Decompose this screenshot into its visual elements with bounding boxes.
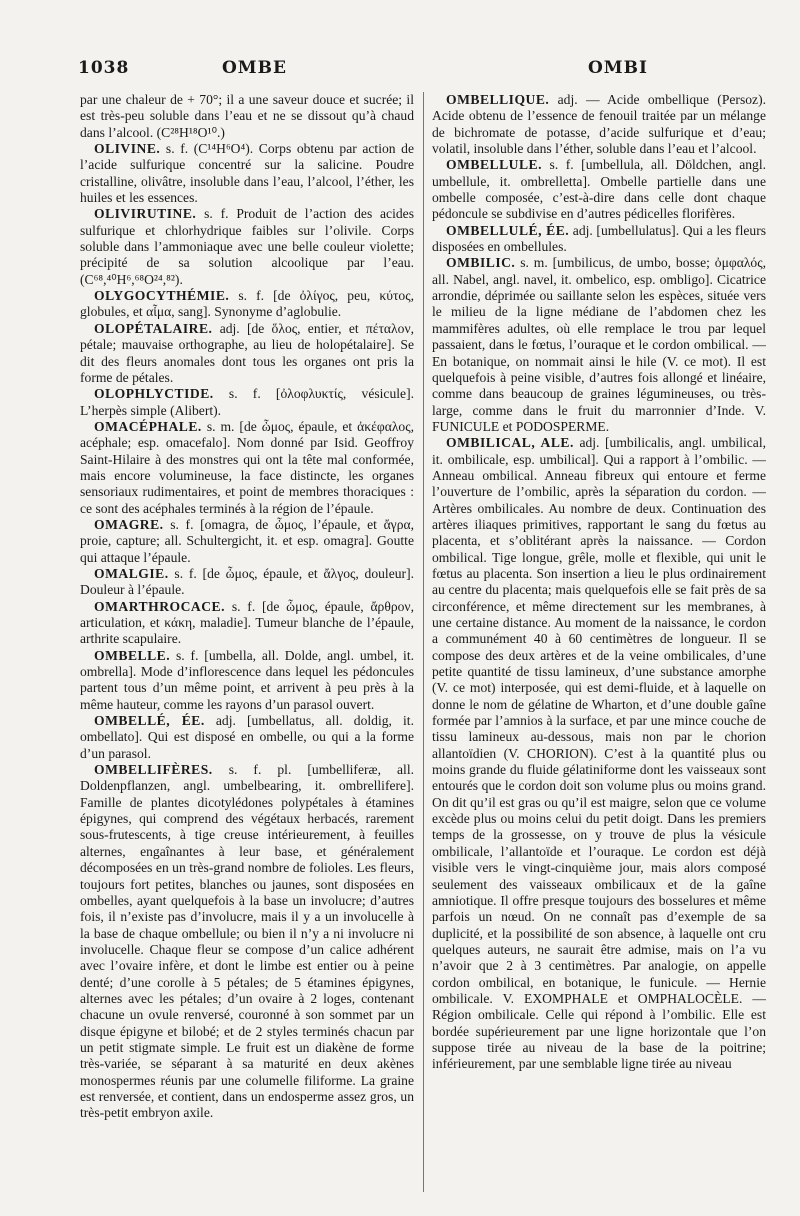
entry-text: s. f. (C¹⁴H⁶O⁴). Corps obtenu par action de l’acide sulfurique concentré sur la salicine. Poudre cristalline, olivâtre, insoluble dans l’eau, l’alcool, l’éther, les huiles et les essences. xyxy=(80,141,414,206)
entry-text: adj. — Acide ombellique (Persoz). Acide obtenu de l’essence de fenouil traitée par un mélange de bichromate de potasse, d’acide sulfurique et d’eau; volatil, insoluble dans l’éther, soluble dans l’eau et l’alcool. xyxy=(432,92,766,157)
entry-text: s. f. [omagra, de ὦμος, l’épaule, et ἄγρα, proie, capture; all. Schultergicht, it. et esp. omagra]. Goutte qui attaque l’épaule. xyxy=(80,516,414,565)
dictionary-entry xyxy=(80,288,414,321)
entry-text: s. m. [umbilicus, de umbo, bosse; ὀμφαλός, all. Nabel, angl. navel, it. ombelico, esp. ombligo]. Cicatrice arrondie, déprimée ou saillante selon les espèces, située vers le milieu de la ligne médiane de l’abdomen chez les mammifères adultes, où elle remplace le trou par lequel passaient, dans le fœtus, l’ouraque et le cordon ombilical. — En botanique, on nommait ainsi le hile (V. ce mot). Il est quelquefois à peine visible, d’autres fois allongé et linéaire, comme dans beaucoup de graines légumineuses, ou très-large, comme dans le fruit du marronnier d’Inde. V. FUNICULE et PODOSPERME. xyxy=(432,255,766,434)
dictionary-entry xyxy=(432,255,766,435)
left-running-head: OMBE xyxy=(222,58,287,78)
entry-headword: OMARTHROCACE. xyxy=(94,598,226,614)
entry-headword: OMAGRE. xyxy=(94,516,164,532)
entry-text: adj. [umbellulatus]. Qui a les fleurs disposées en ombellules. xyxy=(432,222,766,255)
dictionary-entry xyxy=(432,157,766,222)
dictionary-entry xyxy=(80,321,414,386)
entry-text: par une chaleur de + 70°; il a une saveur douce et sucrée; il est très-peu soluble dans l’eau et ne se dissout qu’à chaud dans l’alcool. (C²⁸H¹⁸O¹⁰.) xyxy=(80,92,414,140)
entry-headword: OLYGOCYTHÉMIE. xyxy=(94,288,230,304)
dictionary-entry xyxy=(80,648,414,713)
right-running-head: OMBI xyxy=(588,58,648,78)
entry-headword: OMBELLULÉ, ÉE. xyxy=(446,222,570,238)
entry-headword: OMACÉPHALE. xyxy=(94,418,202,434)
entry-text: adj. [umbilicalis, angl. umbilical, it. ombilicale, esp. umbilical]. Qui a rapport à l’ombilic. — Anneau ombilical. Anneau fibreux qui entoure et ferme l’ouverture de l’ombilic, après la séparation du cordon. — Artères ombilicales. Au nombre de deux. Continuation des artères iliaques primitives, rapportant le sang du fœtus au placenta, et s’oblitérant après la naissance. — Cordon ombilical. Tige longue, grêle, molle et flexible, qui unit le fœtus au placenta. Son insertion a lieu le plus ordinairement au centre du placenta; mais quelquefois elle se fait près de sa circonférence, et même directement sur les membranes, à une certaine distance. Au moment de la naissance, le cordon a communément 40 à 60 centimètres de longueur. Il se compose des deux artères et de la veine ombilicales, d’une petite quantité de tissu lamineux, d’une substance amorphe (V. ce mot) interposée, qui est demi-fluide, et à laquelle on donne le nom de gélatine de Wharton, et d’une double gaîne formée par l’amnios à la surface, et par une mince couche de tissu lamineux au-dessous, mais non par le chorion allantoïdien (V. CHORION). C’est à la quantité plus ou moins grande du fluide gélatiniforme dont les vaisseaux sont entourés que le cordon doit son volume plus ou moins grand. On dit qu’il est gras ou qu’il est maigre, selon que ce volume excède plus ou moins celui du petit doigt. Dans les premiers temps de la grossesse, on y trouve de plus la vésicule ombilicale, l’allantoïde et l’ouraque. Le cordon est déjà visible vers le vingt-cinquième jour, mais alors composé seulement des vaisseaux ombilicaux et de la gaîne amniotique. Il offre presque toujours des bosselures et même parfois un nœud. On ne connaît pas d’exemple de sa duplicité, et la possibilité de son absence, à laquelle ont cru quelques auteurs, ne saurait être admise, mais on l’a vu n’avoir que 2 à 3 centimètres. Par analogie, on appelle cordon ombilical, en botanique, le funicule. — Hernie ombilicale. V. EXOMPHALE et OMPHALOCÈLE. — Région ombilicale. Celle qui répond à l’ombilic. Elle est bordée supérieurement par une ligne horizontale que l’on suppose tirée au niveau de la base de la poitrine; inférieurement, par une semblable ligne tirée au niveau xyxy=(432,435,766,1072)
entry-headword: OLOPÉTALAIRE. xyxy=(94,320,213,336)
dictionary-entry xyxy=(80,141,414,206)
dictionary-entry xyxy=(80,517,414,566)
entry-headword: OMBELLE. xyxy=(94,647,171,663)
dictionary-entry xyxy=(432,223,766,256)
entry-text: s. f. [umbellula, all. Döldchen, angl. umbellule, it. ombrelletta]. Ombelle partielle dans une ombelle composée, c’est-à-dire dans celle dont chaque pédoncule se subdivise en d’autres pédicelles florifères. xyxy=(432,157,766,222)
entry-headword: OMBILIC. xyxy=(446,255,516,271)
entry-text: s. f. Produit de l’action des acides sulfurique et chlorhydrique faibles sur l’olivile. Corps soluble dans l’ammoniaque avec une belle couleur violette; précipité de sa solution alcoolique par l’eau. (C⁶⁸,⁴⁰H⁶,⁶⁸O²⁴,⁸²). xyxy=(80,206,414,287)
right-column xyxy=(432,92,766,1202)
dictionary-entry xyxy=(80,762,414,1122)
page-header xyxy=(0,58,800,84)
dictionary-entry xyxy=(80,713,414,762)
page-number: 1038 xyxy=(78,58,130,78)
dictionary-entry xyxy=(80,419,414,517)
dictionary-entry xyxy=(80,599,414,648)
left-column xyxy=(80,92,414,1202)
entry-text: s. f. [umbella, all. Dolde, angl. umbel, it. ombrella]. Mode d’inflorescence dans lequel les pédoncules partent tous d’un même point, et arrivent à peu près à la même hauteur, comme les rayons d’un parasol ouvert. xyxy=(80,647,414,712)
entry-text: adj. [umbellatus, all. doldig, it. ombellato]. Qui est disposé en ombelle, ou qui a la forme d’un parasol. xyxy=(80,713,414,761)
entry-headword: OMALGIE. xyxy=(94,565,169,581)
entry-text: s. f. [de ὦμος, épaule, et ἄλγος, douleur]. Douleur à l’épaule. xyxy=(80,565,414,598)
entry-headword: OLIVIRUTINE. xyxy=(94,206,197,222)
entry-text: s. f. [de ὀλίγος, peu, κύτος, globules, et αἷμα, sang]. Synonyme d’aglobulie. xyxy=(80,288,414,320)
entry-headword: OMBELLIFÈRES. xyxy=(94,762,213,778)
entry-text: s. m. [de ὦμος, épaule, et ἀκέφαλος, acéphale; esp. omacefalo]. Nom donné par Isid. Geoffroy Saint-Hilaire à des monstres qui ont la tête mal conformée, mais encore volumineuse, la face distincte, les organes sensoriaux rudimentaires, et point de membres thoraciques : ce sont des acéphales terminés à la région de l’épaule. xyxy=(80,418,414,516)
entry-text: s. f. [ὀλοφλυκτίς, vésicule]. L’herpès simple (Alibert). xyxy=(80,386,414,418)
dictionary-entry xyxy=(80,92,414,141)
entry-text: adj. [de ὅλος, entier, et πέταλον, pétale; mauvaise orthographe, au lieu de holopétalaire]. Se dit des fleurs anomales dont tous les organes ont pris la forme de pétales. xyxy=(80,320,414,385)
entry-headword: OLOPHLYCTIDE. xyxy=(94,386,214,402)
dictionary-entry xyxy=(432,92,766,157)
entry-text: s. f. pl. [umbelliferæ, all. Doldenpflanzen, angl. umbelbearing, it. ombrellifere]. Famille de plantes dicotylédones polypétales à étamines épigynes, qui comprend des végétaux herbacés, rarement sous-frutescents, à tige creuse intérieurement, à feuilles alternes, engaînantes à leur base, et généralement décomposées en un très-grand nombre de folioles. Les fleurs, toujours fort petites, blanches ou jaunes, sont disposées en ombelles, ayant quelquefois à la base un involucre; d’autres fois, il n’existe pas d’involucre, mais il y a un involucelle à la base de chaque ombellule; ou bien il n’y a ni involucre ni involucelle. Chaque fleur se compose d’un calice adhérent avec l’ovaire infère, et dont le limbe est entier ou à peine denté; d’une corolle à 5 pétales; de 5 étamines épigynes, alternes avec les pétales; d’un ovaire à 2 loges, contenant chacune un ovule renversé, couronné à son sommet par un disque épigyne et bilobé; et de 2 styles terminés chacun par un petit stigmate simple. Le fruit est un diakène de forme très-variée, se séparant à sa maturité en deux akènes monospermes réunis par une columelle filiforme. La graine est renversée, et contient, dans un endosperme assez gros, un très-petit embryon axile. xyxy=(80,762,414,1121)
entry-headword: OMBILICAL, ALE. xyxy=(446,435,574,451)
entry-headword: OLIVINE. xyxy=(94,141,161,157)
entry-text: s. f. [de ὦμος, épaule, ἄρθρον, articulation, et κάκη, maladie]. Tumeur blanche de l’épaule, arthrite scapulaire. xyxy=(80,598,414,647)
entry-headword: OMBELLÉ, ÉE. xyxy=(94,713,205,729)
dictionary-entry xyxy=(80,386,414,419)
entry-headword: OMBELLIQUE. xyxy=(446,92,550,107)
dictionary-entry xyxy=(80,566,414,599)
column-divider xyxy=(423,92,424,1192)
entry-headword: OMBELLULE. xyxy=(446,157,543,173)
dictionary-entry xyxy=(80,206,414,288)
dictionary-entry xyxy=(432,435,766,1072)
